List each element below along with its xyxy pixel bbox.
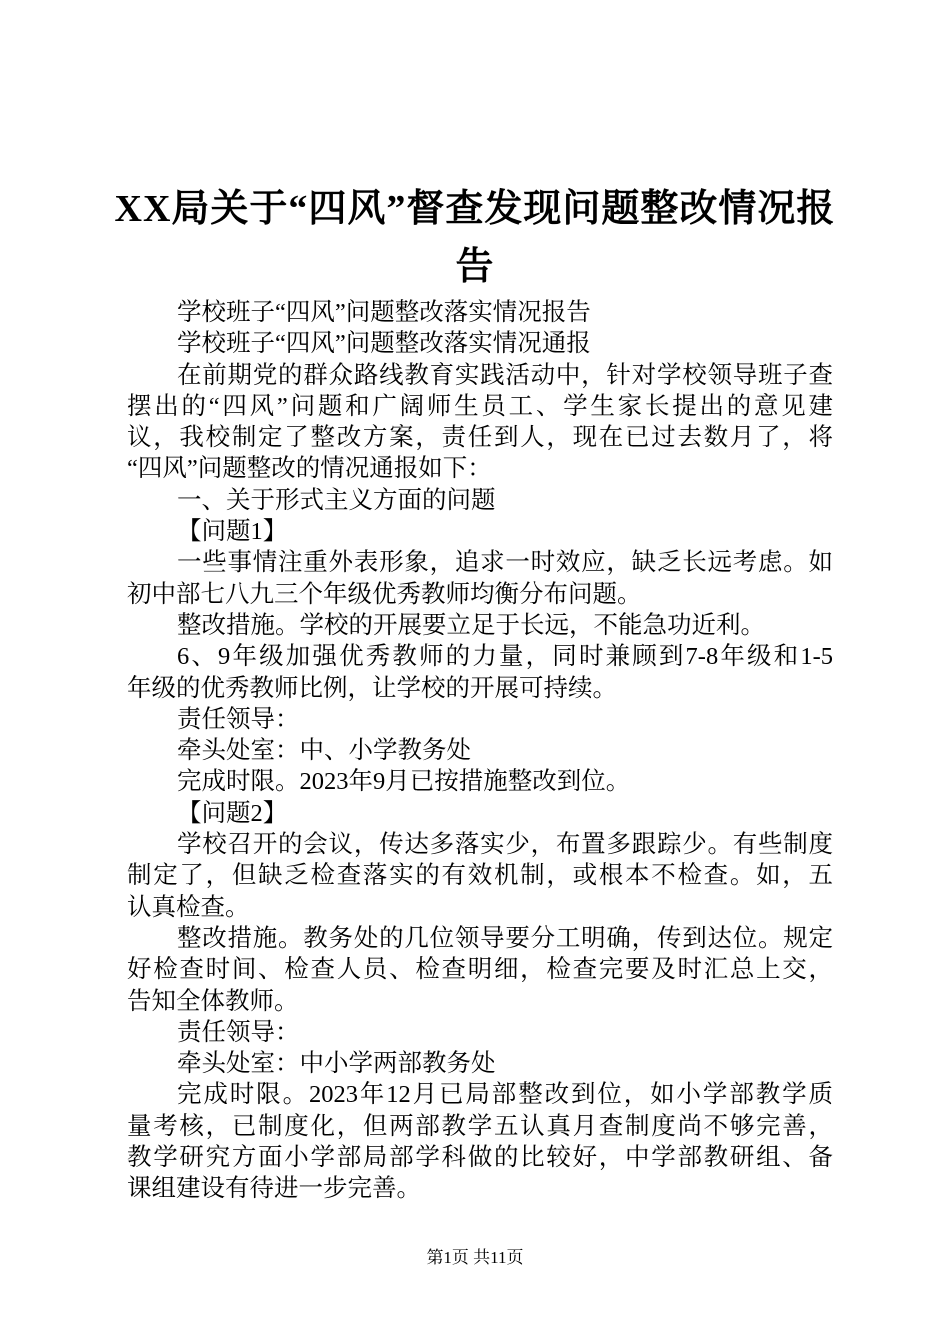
text-line: “四风”问题整改的情况通报如下： <box>127 455 492 483</box>
text-line: 完成时限。2023年12月已局部整改到位，如小学部教学质 <box>177 1081 833 1109</box>
document-body <box>127 297 833 1205</box>
paragraph <box>127 360 833 485</box>
paragraph <box>127 328 833 359</box>
text-line: 一、关于形式主义方面的问题 <box>177 486 496 514</box>
paragraph <box>127 923 833 1017</box>
text-line: 告知全体教师。 <box>127 987 299 1015</box>
text-line: 认真检查。 <box>127 893 250 921</box>
paragraph <box>127 485 833 516</box>
text-line: 摆出的“四风”问题和广阔师生员工、学生家长提出的意见建 <box>127 392 833 420</box>
paragraph <box>127 735 833 766</box>
text-line: 整改措施。学校的开展要立足于长远，不能急功近利。 <box>177 611 765 639</box>
paragraph <box>127 547 833 610</box>
text-line: 6、9年级加强优秀教师的力量，同时兼顾到7-8年级和1-5 <box>177 643 833 671</box>
paragraph <box>127 798 833 829</box>
paragraph <box>127 1017 833 1048</box>
paragraph <box>127 516 833 547</box>
paragraph <box>127 1048 833 1079</box>
text-line: 课组建设有待进一步完善。 <box>127 1175 421 1203</box>
text-line: 好检查时间、检查人员、检查明细，检查完要及时汇总上交， <box>127 956 833 984</box>
text-line: 完成时限。2023年9月已按措施整改到位。 <box>177 768 631 796</box>
text-line: 年级的优秀教师比例，让学校的开展可持续。 <box>127 674 617 702</box>
paragraph <box>127 641 833 704</box>
page-footer: 第1页 共11页 <box>426 1248 524 1267</box>
text-line: 学校班子“四风”问题整改落实情况通报 <box>177 330 591 358</box>
text-line: 整改措施。教务处的几位领导要分工明确，传到达位。规定 <box>177 924 833 952</box>
document-title <box>100 180 850 296</box>
title-line: XX局关于“四风”督查发现问题整改情况报 <box>114 188 836 230</box>
text-line: 责任领导： <box>177 1018 300 1046</box>
text-line: 学校召开的会议，传达多落实少，布置多跟踪少。有些制度 <box>177 831 833 859</box>
text-line: 教学研究方面小学部局部学科做的比较好，中学部教研组、备 <box>127 1144 833 1172</box>
paragraph <box>127 766 833 797</box>
paragraph <box>127 610 833 641</box>
text-line: 【问题2】 <box>177 799 288 827</box>
paragraph <box>127 297 833 328</box>
text-line: 议，我校制定了整改方案，责任到人，现在已过去数月了，将 <box>127 424 833 452</box>
paragraph <box>127 704 833 735</box>
text-line: 牵头处室：中小学两部教务处 <box>177 1050 496 1078</box>
text-line: 【问题1】 <box>177 518 288 546</box>
text-line: 制定了，但缺乏检查落实的有效机制，或根本不检查。如，五 <box>127 862 833 890</box>
text-line: 量考核，已制度化，但两部教学五认真月查制度尚不够完善， <box>127 1112 833 1140</box>
text-line: 在前期党的群众路线教育实践活动中，针对学校领导班子查 <box>177 361 833 389</box>
text-line: 责任领导： <box>177 705 300 733</box>
text-line: 初中部七八九三个年级优秀教师均衡分布问题。 <box>127 580 642 608</box>
title-line: 告 <box>455 246 495 288</box>
text-line: 牵头处室：中、小学教务处 <box>177 737 471 765</box>
paragraph <box>127 829 833 923</box>
text-line: 一些事情注重外表形象，追求一时效应，缺乏长远考虑。如 <box>177 549 833 577</box>
text-line: 学校班子“四风”问题整改落实情况报告 <box>177 299 591 326</box>
paragraph <box>127 1079 833 1204</box>
